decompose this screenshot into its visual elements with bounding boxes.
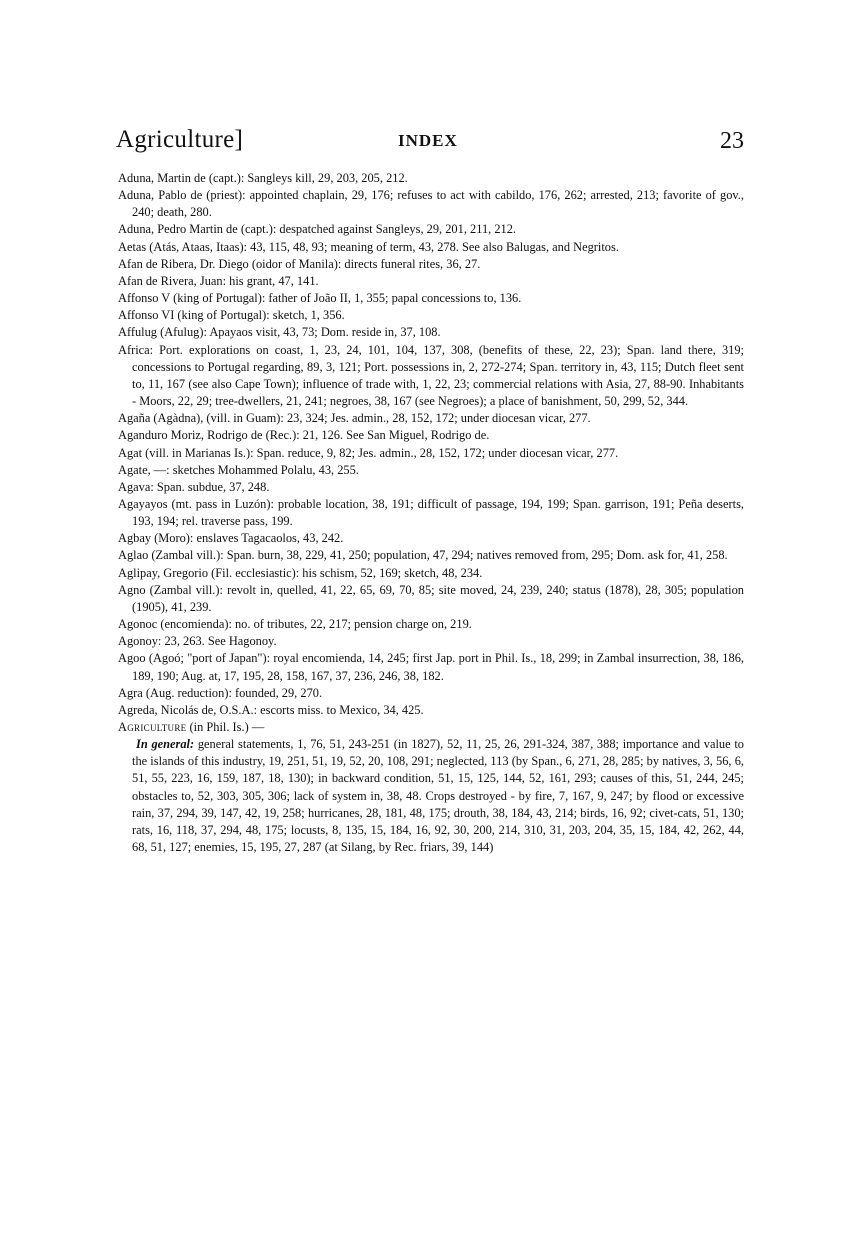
page-number: 23	[720, 128, 744, 154]
index-entry: Agayayos (mt. pass in Luzón): probable location, 38, 191; difficult of passage, 194, 199; Span. garrison, 191; Peña deserts, 193, 194; rel. traverse pass, 199.	[118, 496, 744, 529]
section-title: Agriculture]	[116, 126, 244, 153]
index-entry: Agaña (Agàdna), (vill. in Guam): 23, 324; Jes. admin., 28, 152, 172; under diocesan vicar, 277.	[118, 411, 591, 426]
index-entry: Aganduro Moriz, Rodrigo de (Rec.): 21, 126. See San Miguel, Rodrigo de.	[118, 428, 490, 443]
index-entry	[118, 719, 744, 736]
index-entry: Agate, —: sketches Mohammed Polalu, 43, 255.	[118, 462, 359, 477]
index-entry: Aduna, Martin de (capt.): Sangleys kill, 29, 203, 205, 212.	[118, 171, 408, 185]
index-entries	[118, 170, 744, 856]
index-entry: Agat (vill. in Marianas Is.): Span. reduce, 9, 82; Jes. admin., 28, 152, 172; under diocesan vicar, 277.	[118, 445, 619, 460]
index-entry: Aglao (Zambal vill.): Span. burn, 38, 229, 41, 250; population, 47, 294; natives removed from, 295; Dom. ask for, 41, 258.	[118, 548, 728, 563]
running-head	[116, 126, 744, 160]
subentry-lead: In general:	[136, 737, 195, 752]
index-entry: Agra (Aug. reduction): founded, 29, 270.	[118, 685, 323, 700]
index-subentry	[118, 736, 744, 856]
index-entry: Agno (Zambal vill.): revolt in, quelled, 41, 22, 65, 69, 70, 85; site moved, 24, 239, 240; status (1878), 28, 305; population (1905), 41, 239.	[118, 582, 744, 614]
index-entry: Afan de Rivera, Juan: his grant, 47, 141.	[118, 273, 319, 288]
index-entry: Affonso VI (king of Portugal): sketch, 1, 356.	[118, 308, 345, 323]
index-entry: Aglipay, Gregorio (Fil. ecclesiastic): his schism, 52, 169; sketch, 48, 234.	[118, 565, 483, 580]
index-entry: Aduna, Pablo de (priest): appointed chaplain, 29, 176; refuses to act with cabildo, 176, 262; arrested, 213; favorite of gov., 240; death, 280.	[118, 188, 744, 220]
index-entry: Agreda, Nicolás de, O.S.A.: escorts miss. to Mexico, 34, 425.	[118, 702, 424, 717]
index-entry: Agonoc (encomienda): no. of tributes, 22, 217; pension charge on, 219.	[118, 617, 472, 632]
heading-rest: (in Phil. Is.) —	[186, 720, 265, 734]
index-entry: Agonoy: 23, 263. See Hagonoy.	[118, 634, 277, 649]
index-entry: Africa: Port. explorations on coast, 1, 23, 24, 101, 104, 137, 308, (benefits of these, 22, 23); Span. land there, 319; concessions to Portugal regarding, 89, 3, 121; Port. possessions in, 2, 272-274; Span. territory in, 43, 115; Dutch fleet sent to, 11, 167 (see also Cape Town); influence of trade with, 1, 22, 23; commercial relations with Asia, 27, 88-90. Inhabitants - Moors, 22, 29; tree-dwellers, 21, 241; negroes, 38, 167 (see Negroes); a place of banishment, 50, 299, 52, 344.	[118, 342, 744, 409]
index-heading: INDEX	[398, 131, 458, 150]
index-entry: Aetas (Atás, Ataas, Itaas): 43, 115, 48, 93; meaning of term, 43, 278. See also Balugas, and Negritos.	[118, 239, 619, 254]
index-entry: Affonso V (king of Portugal): father of João II, 1, 355; papal concessions to, 136.	[118, 291, 522, 306]
subentry-text: general statements, 1, 76, 51, 243-251 (in 1827), 52, 11, 25, 26, 291-324, 387, 388; importance and value to the islands of this industry, 19, 251, 51, 19, 52, 20, 108, 291; neglected, 113 (by Span., 6, 271, 28, 285; by natives, 3, 56, 6, 51, 55, 223, 16, 159, 187, 18, 130); in backward condition, 51, 15, 125, 144, 52, 161, 293; causes of this, 51, 244, 245; obstacles to, 52, 303, 305, 306; lack of system in, 38, 48. Crops destroyed - by fire, 7, 167, 9, 247; by flood or excessive rain, 37, 294, 39, 147, 42, 19, 258; hurricanes, 28, 181, 48, 175; drouth, 38, 184, 43, 214; birds, 16, 92; civet-cats, 51, 130; rats, 16, 118, 37, 294, 48, 175; locusts, 8, 135, 15, 184, 16, 92, 30, 200, 214, 310, 31, 203, 204, 35, 15, 184, 42, 262, 44, 68, 51, 127; enemies, 15, 195, 27, 287 (at Silang, by Rec. friars, 39, 144)	[132, 737, 744, 855]
index-entry: Agava: Span. subdue, 37, 248.	[118, 479, 270, 494]
index-entry: Agoo (Agoó; "port of Japan"): royal encomienda, 14, 245; first Jap. port in Phil. Is., 18, 299; in Zambal insurrection, 38, 186, 189, 190; Aug. at, 17, 195, 28, 158, 167, 37, 236, 246, 38, 182.	[118, 651, 744, 683]
heading-term: Agriculture	[118, 720, 187, 734]
index-entry: Affulug (Afulug): Apayaos visit, 43, 73; Dom. reside in, 37, 108.	[118, 325, 441, 340]
index-entry: Afan de Ribera, Dr. Diego (oidor of Manila): directs funeral rites, 36, 27.	[118, 256, 481, 271]
index-entry: Aduna, Pedro Martin de (capt.): despatched against Sangleys, 29, 201, 211, 212.	[118, 222, 517, 237]
index-entry: Agbay (Moro): enslaves Tagacaolos, 43, 242.	[118, 531, 344, 546]
